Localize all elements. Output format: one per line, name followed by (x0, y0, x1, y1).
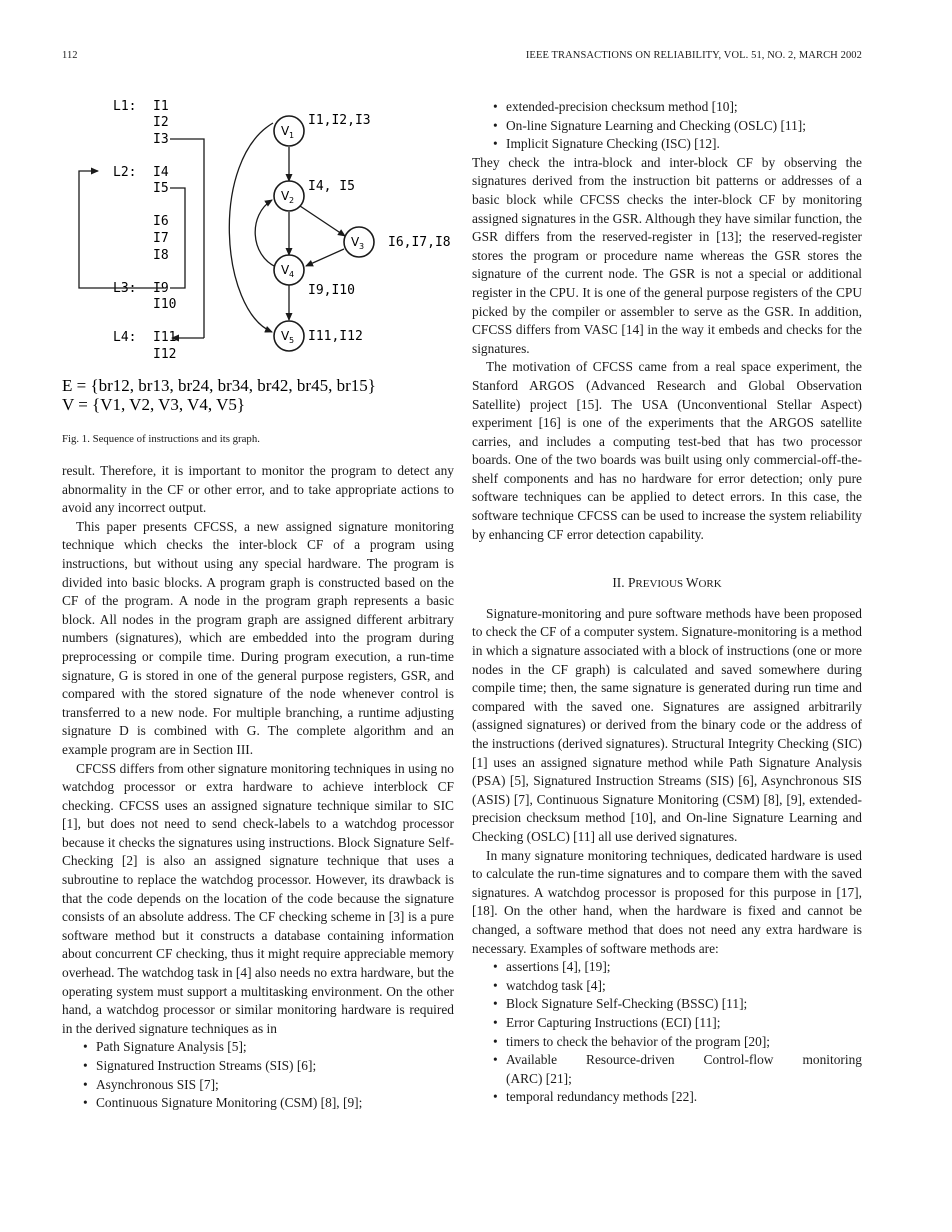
journal-header: IEEE TRANSACTIONS ON RELIABILITY, VOL. 51, NO. 2, MARCH 2002 (525, 50, 862, 61)
node-label: I1,I2,I3 (308, 113, 371, 128)
paragraph: They check the intra-block and inter-block CF by observing the signatures derived from the instruction bit patterns or addresses of a basic block while CFCSS checks the inter-block CF by monitoring assigned signatures in the GSR. Although they have similar function, the GSR differs from the reserved-register in [13]; the reserved-register stores the program or procedure name whereas the GSR stores the signature of the current node. The GSR is not a special or additional register in the CPU. It is one of the general purpose registers of the CPU picked by the compiler or assembler to serve as the GSR. In addition, CFCSS differs from VASC [14] in the way it embeds and checks for the signatures. (472, 154, 862, 356)
paragraph: CFCSS differs from other signature monitoring techniques in using no watchdog processor or extra hardware to achieve interblock CF checking. CFCSS uses an assigned signature technique similar to SIC [1], but does not need to send check-labels to a watchdog processor because it checks the signatures using instructions. Block Signature Self-Checking [2] is also an assigned signature technique that uses a subroutine to replace the watchdog processor. However, its drawback is that the code depends on the location of the code because the signature consists of an absolute address. The CF checking scheme in [3] is a pure software method but it constructs a database containing information about concurrent CF checking, thus it might require appreciable memory overhead. The watchdog task in [4] also needs no extra hardware, but the operating system must support a multitasking environment. On the other hand, a watchdog processor or similar monitoring hardware is required in the derived signature techniques as in (62, 760, 454, 1036)
node-name: V (281, 329, 290, 343)
figure-caption: Fig. 1. Sequence of instructions and its graph. (62, 433, 260, 445)
list-item: • temporal redundancy methods [22]. (472, 1088, 862, 1107)
list-item: • Path Signature Analysis [5]; (62, 1038, 454, 1057)
vertex-set: V = {V1, V2, V3, V4, V5} (62, 395, 246, 414)
node-name: V (281, 124, 290, 138)
block-label-l1: L1: (113, 99, 137, 114)
block-label-l4: L4: (113, 330, 137, 345)
list-item: • Continuous Signature Monitoring (CSM) [8], [9]; (62, 1094, 454, 1113)
node-subscript: 3 (359, 242, 365, 251)
node-subscript: 1 (289, 131, 295, 140)
instruction: I10 (153, 297, 177, 312)
graph-edge (255, 200, 276, 267)
left-column (62, 462, 454, 1113)
bullet-list (472, 98, 862, 154)
list-item: • Block Signature Self-Checking (BSSC) [11]; (472, 995, 862, 1014)
section-heading (472, 574, 862, 594)
paragraph: result. Therefore, it is important to monitor the program to detect any abnormality in the CF or other error, and to take appropriate actions to avoid any incorrect output. (62, 463, 454, 516)
paragraph: This paper presents CFCSS, a new assigned signature monitoring technique which checks the inter-block CF of a program using instructions, but without using any special hardware. The program is divided into basic blocks. A program graph is constructed based on the CF of the program. A node in the program graph represents a basic block. All nodes in the program graph are assigned different arbitrary numbers (signatures), which are embedded into the program during preprocessing or compile time. During program execution, a run-time signature, G is stored in one of the general purpose registers, GSR, and compared with the stored signature of the node whenever control is transferred to a new node. For multiple branching, a runtime adjusting signature D is combined with G. The complete algorithm and an example program are in Section III. (62, 518, 454, 757)
node-label: I11,I12 (308, 329, 363, 344)
node-name: V (281, 263, 290, 277)
node-subscript: 2 (289, 196, 295, 205)
bullet-list (62, 1038, 454, 1112)
instruction: I6 (153, 214, 169, 229)
branch-line (170, 188, 185, 288)
node-subscript: 4 (289, 270, 295, 279)
section-number: II. (612, 575, 628, 591)
list-item: • Asynchronous SIS [7]; (62, 1076, 454, 1095)
list-item: • timers to check the behavior of the program [20]; (472, 1033, 862, 1052)
paragraph: In many signature monitoring techniques, dedicated hardware is used to calculate the run-time signatures and to compare them with the saved signatures. A watchdog processor is proposed for this purpose in [17], [18]. On the other hand, when the hardware is fixed and cannot be changed, a software method that does not need any extra hardware is necessary. Examples of software methods are: (472, 847, 862, 956)
instruction: I12 (153, 347, 177, 362)
list-item: • On-line Signature Learning and Checking (OSLC) [11]; (472, 117, 862, 136)
edge-set: E = {br12, br13, br24, br34, br42, br45, br15} (62, 376, 376, 395)
instruction: I7 (153, 231, 169, 246)
paragraph: The motivation of CFCSS came from a real space experiment, the Stanford ARGOS (Advanced Research and Global Observation Satellite) project [15]. The USA (Unconventional Stellar Aspect) experiment [16] is one of the experiments that the ARGOS satellite carries, and includes a computing test-bed that has two processor boards. One of the two boards was built using only commercial-off-the-shelf components and has no hardware for error detection; only pure software techniques can be applied to detect errors. In this case, the software technique CFCSS can be used to increase the system reliability by enhancing CF error detection capability. (472, 359, 862, 542)
page-number: 112 (62, 50, 78, 61)
paragraph: Signature-monitoring and pure software methods have been proposed to check the CF of a computer system. Signature-monitoring is a method in which a signature associated with a block of instructions (one or more nodes in the CF graph) is calculated and saved somewhere during compile time; then, the same signature is generated during run time and compared with the saved one. Signatures are assigned arbitrarily (assigned signatures) or derived from the binary code or the address of the instructions (derived signatures). Structural Integrity Checking (SIC) [1] uses an assigned signature method while Path Signature Analysis (PSA) [5], Signatured Instruction Streams (SIS) [6], Asynchronous SIS (ASIS) [7], Continuous Signature Monitoring (CSM) [8], [9], extended-precision checksum method [10], and On-line Signature Learning and Checking (OSLC) [11] all use derived signatures. (472, 605, 862, 844)
node-name: V (351, 235, 360, 249)
list-item: • Implicit Signature Checking (ISC) [12]. (472, 135, 862, 154)
graph-edge (306, 249, 344, 266)
node-label: I4, I5 (308, 179, 355, 194)
block-label-l2: L2: (113, 165, 137, 180)
node-label: I9,I10 (308, 283, 355, 298)
instruction: I2 (153, 115, 169, 130)
list-item: • Error Capturing Instructions (ECI) [11]; (472, 1014, 862, 1033)
list-item: • watchdog task [4]; (472, 977, 862, 996)
node-name: V (281, 189, 290, 203)
list-item: • Signatured Instruction Streams (SIS) [6]; (62, 1057, 454, 1076)
section-smallcaps: ORK (698, 578, 722, 591)
section-letter: W (685, 575, 699, 591)
instruction: I9 (153, 281, 169, 296)
instruction: I4 (153, 165, 169, 180)
section-smallcaps: REVIOUS (635, 578, 686, 591)
graph-edge (229, 123, 273, 332)
bullet-list (472, 958, 862, 1107)
right-column (472, 98, 862, 1107)
instruction: I1 (153, 99, 169, 114)
node-subscript: 5 (289, 336, 295, 345)
section-letter: P (627, 575, 636, 591)
node-label: I6,I7,I8 (388, 235, 451, 250)
instruction: I3 (153, 132, 169, 147)
list-item: • Available Resource-driven Control-flow monitoring (472, 1051, 862, 1070)
list-item: • extended-precision checksum method [10]; (472, 98, 862, 117)
block-label-l3: L3: (113, 281, 137, 296)
graph-edge (300, 206, 345, 236)
instruction: I11 (153, 330, 177, 345)
list-item: • assertions [4], [19]; (472, 958, 862, 977)
list-item-continuation: (ARC) [21]; (506, 1070, 572, 1086)
instruction: I8 (153, 248, 169, 263)
instruction: I5 (153, 181, 169, 196)
